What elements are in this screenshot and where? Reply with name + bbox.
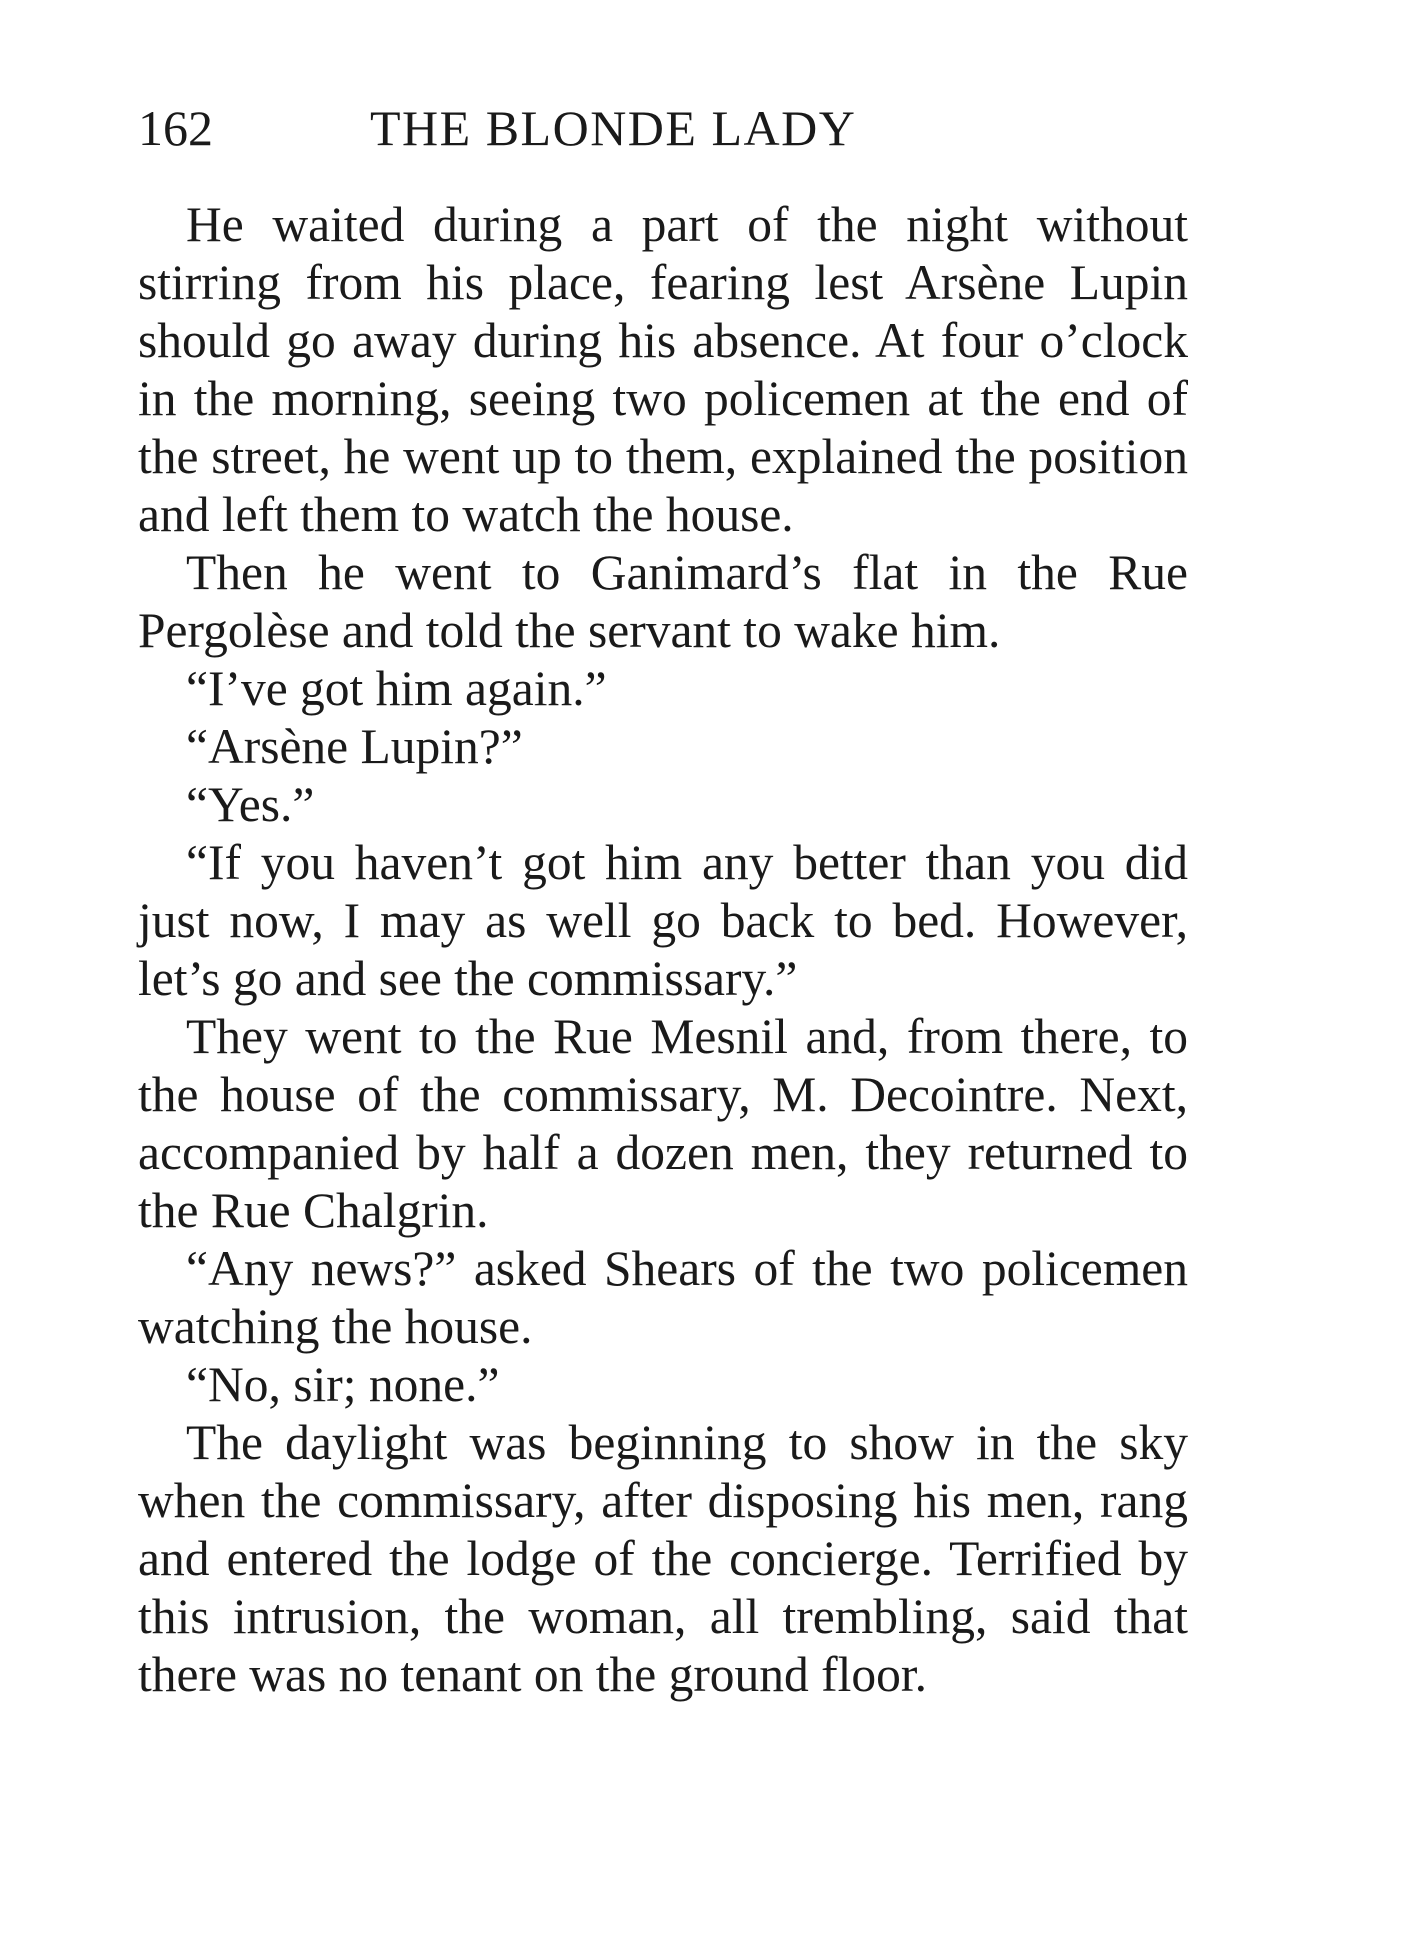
paragraph: Then he went to Ganimard’s flat in the Rue Pergolèse and told the servant to wake him. — [138, 545, 1188, 658]
paragraph: “Any news?” asked Shears of the two policemen watching the house. — [138, 1241, 1188, 1354]
body-text — [138, 196, 1188, 1704]
page-number: 162 — [138, 100, 213, 156]
paragraph: “I’ve got him again.” — [186, 661, 607, 716]
page-header — [138, 98, 1188, 158]
paragraph: He waited during a part of the night without stirring from his place, fearing lest Arsène Lupin should go away during his absence. At four o’clock in the morning, seeing two policemen at the end of the street, he went up to them, explained the position and left them to watch the house. — [138, 197, 1188, 542]
paragraph: The daylight was beginning to show in the sky when the commissary, after disposing his men, rang and entered the lodge of the concierge. Terrified by this intrusion, the woman, all trembling, said that there was no tenant on the ground floor. — [138, 1415, 1188, 1702]
paragraph: “Arsène Lupin?” — [186, 719, 523, 774]
paragraph: They went to the Rue Mesnil and, from there, to the house of the commissary, M. Decointre. Next, accompanied by half a dozen men, they returned to the Rue Chalgrin. — [138, 1009, 1188, 1238]
running-title: THE BLONDE LADY — [370, 100, 857, 156]
paragraph: “Yes.” — [186, 777, 315, 832]
paragraph: “No, sir; none.” — [186, 1357, 500, 1412]
paragraph: “If you haven’t got him any better than you did just now, I may as well go back to bed. However, let’s go and see the commissary.” — [138, 835, 1188, 1006]
